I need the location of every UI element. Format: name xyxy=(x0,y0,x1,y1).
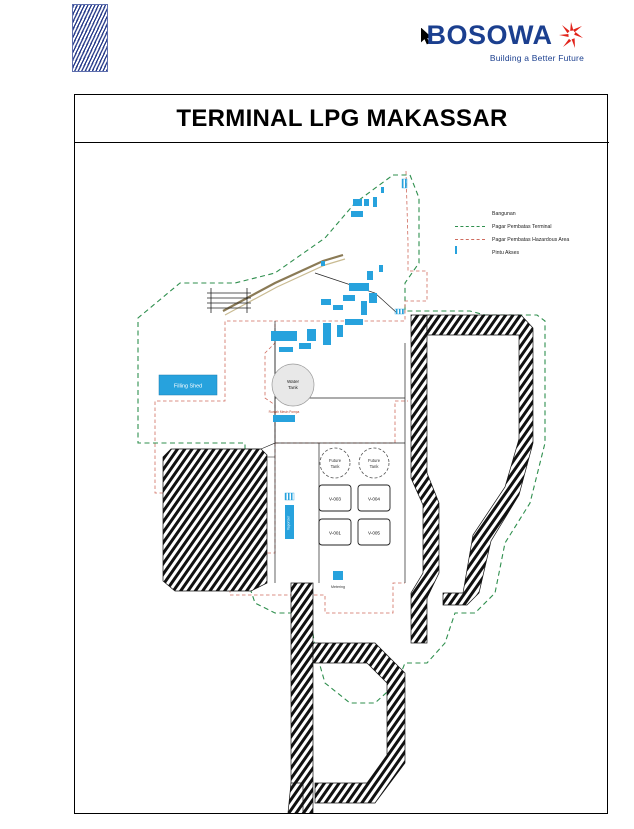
buildings xyxy=(271,187,384,352)
future-tank-2-label-line2: Tank xyxy=(369,464,379,469)
legend-item-pintu-akses xyxy=(455,246,605,259)
future-tank-1 xyxy=(320,448,350,478)
drawing-sheet xyxy=(74,94,608,814)
legend-label-bangunan: Bangunan xyxy=(492,210,516,217)
tank-v-004-label: V-004 xyxy=(367,496,381,502)
legend-item-pagar-hazardous xyxy=(455,233,605,246)
page-title: TERMINAL LPG MAKASSAR xyxy=(176,104,508,132)
access-gates xyxy=(395,179,407,314)
building-swatch-icon xyxy=(455,208,485,219)
tank-v-003-label: V-003 xyxy=(328,496,342,502)
tank-v-005 xyxy=(358,519,390,545)
legend-label-pintu-akses: Pintu Akses xyxy=(492,249,520,256)
vaporizer xyxy=(285,493,294,539)
access-gate-north xyxy=(402,179,407,188)
tank-v-001-label: V-001 xyxy=(328,530,342,536)
legend-item-bangunan xyxy=(455,207,605,220)
bosowa-star-icon xyxy=(558,21,584,49)
future-tank-2-label-line1: Future xyxy=(367,458,381,463)
metering-label: Metering xyxy=(331,585,345,589)
legend-item-pagar-terminal xyxy=(455,220,605,233)
bosowa-wordmark: BOSOWA xyxy=(426,20,553,50)
legend-label-pagar-hazardous: Pagar Pembatas Hazardous Area xyxy=(492,236,570,243)
future-tank-2 xyxy=(359,448,389,478)
pump-house-label: Rumah Mesin Pompa xyxy=(268,410,300,414)
hatched-square-logo xyxy=(72,4,108,72)
storage-tanks xyxy=(319,485,390,545)
future-tank-1-label-line1: Future xyxy=(328,458,342,463)
tank-v-004 xyxy=(358,485,390,511)
filling-shed xyxy=(159,375,217,395)
tank-v-001 xyxy=(319,519,351,545)
tank-v-003 xyxy=(319,485,351,511)
tank-v-005-label: V-005 xyxy=(367,530,381,536)
page-header xyxy=(0,0,634,88)
metering-station xyxy=(331,571,345,589)
vaporizer-label: Vaporizer xyxy=(286,515,291,531)
road-network xyxy=(163,315,533,813)
filling-shed-label: Filling Shed xyxy=(173,383,203,390)
sheet-title-box xyxy=(75,95,609,143)
access-gate-vaporizer xyxy=(285,493,294,500)
water-tank xyxy=(272,364,314,406)
access-gate-swatch-icon xyxy=(455,247,485,258)
hazardous-boundary-dash-icon xyxy=(455,234,485,245)
legend xyxy=(455,207,605,259)
water-tank-label-line1: Water xyxy=(286,379,300,384)
future-tank-1-label-line2: Tank xyxy=(330,464,340,469)
water-tank-label-line2: Tank xyxy=(288,385,298,390)
bosowa-tagline: Building a Better Future xyxy=(489,53,584,63)
access-gate-east xyxy=(395,309,404,314)
terminal-boundary-dash-icon xyxy=(455,221,485,232)
bosowa-logo xyxy=(427,20,584,63)
internal-roads xyxy=(275,273,405,583)
future-tanks xyxy=(320,448,389,478)
pump-house xyxy=(269,410,300,422)
legend-label-pagar-terminal: Pagar Pembatas Terminal xyxy=(492,223,552,230)
